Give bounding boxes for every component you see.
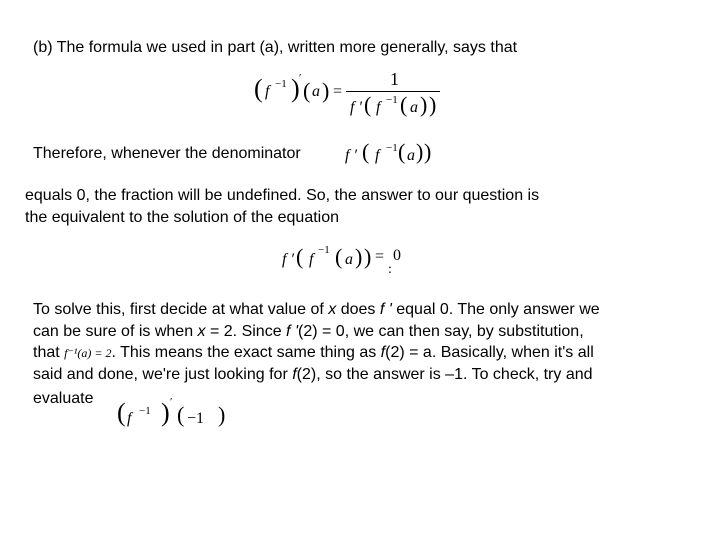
eq-equals: =: [375, 248, 385, 265]
formula1-den-arg: a: [410, 99, 418, 116]
undefined-line: equals 0, the fraction will be undefined. So, the answer to our question is: [25, 187, 540, 204]
formula1-den-inv: −1: [386, 94, 398, 106]
check-inv: −1: [139, 405, 151, 417]
inline-inverse-equation: f⁻¹(a) = 2: [64, 346, 112, 360]
formula1-den-f: f: [376, 99, 381, 116]
eq-inv: −1: [318, 244, 330, 256]
eq-dot: :: [388, 262, 392, 277]
formula1-prime: ′: [299, 72, 302, 84]
solve-line-3: that f⁻¹(a) = 2. This means the exact same thing as f(2) = a. Basically, when it's all: [33, 344, 594, 361]
denom-fprime: f ′: [345, 147, 357, 164]
denom-inv: −1: [386, 142, 398, 154]
solve-line-1: To solve this, first decide at what value of x does f ' equal 0. The only answer we: [33, 301, 600, 318]
formula1-inv: −1: [275, 78, 287, 90]
intro-line: (b) The formula we used in part (a), written more generally, says that: [33, 39, 518, 56]
eq-rhs: 0: [393, 247, 401, 264]
formula1-arg: a: [312, 83, 320, 100]
check-f: f: [127, 410, 132, 427]
eq-fprime: f ′: [282, 251, 294, 268]
solve-line-4: said and done, we're just looking for f(2), so the answer is –1. To check, try and: [33, 366, 593, 383]
check-arg: −1: [187, 410, 205, 427]
solve-line-5: evaluate: [33, 390, 94, 407]
eq-arg: a: [345, 251, 353, 268]
denom-arg: a: [407, 147, 415, 164]
equivalent-line: the equivalent to the solution of the equation: [25, 209, 340, 226]
check-prime: ′: [170, 396, 173, 408]
formula1-f: f: [265, 83, 270, 100]
formula1-numerator: 1: [390, 69, 399, 89]
eq-f: f: [309, 251, 314, 268]
denom-f: f: [375, 147, 380, 164]
formula1-eq: =: [333, 83, 343, 100]
solve-line-2: can be sure of is when x = 2. Since f '(2) = 0, we can then say, by substitution,: [33, 323, 584, 340]
therefore-line: Therefore, whenever the denominator: [33, 145, 301, 162]
formula1-den-fprime: f ′: [350, 99, 362, 116]
